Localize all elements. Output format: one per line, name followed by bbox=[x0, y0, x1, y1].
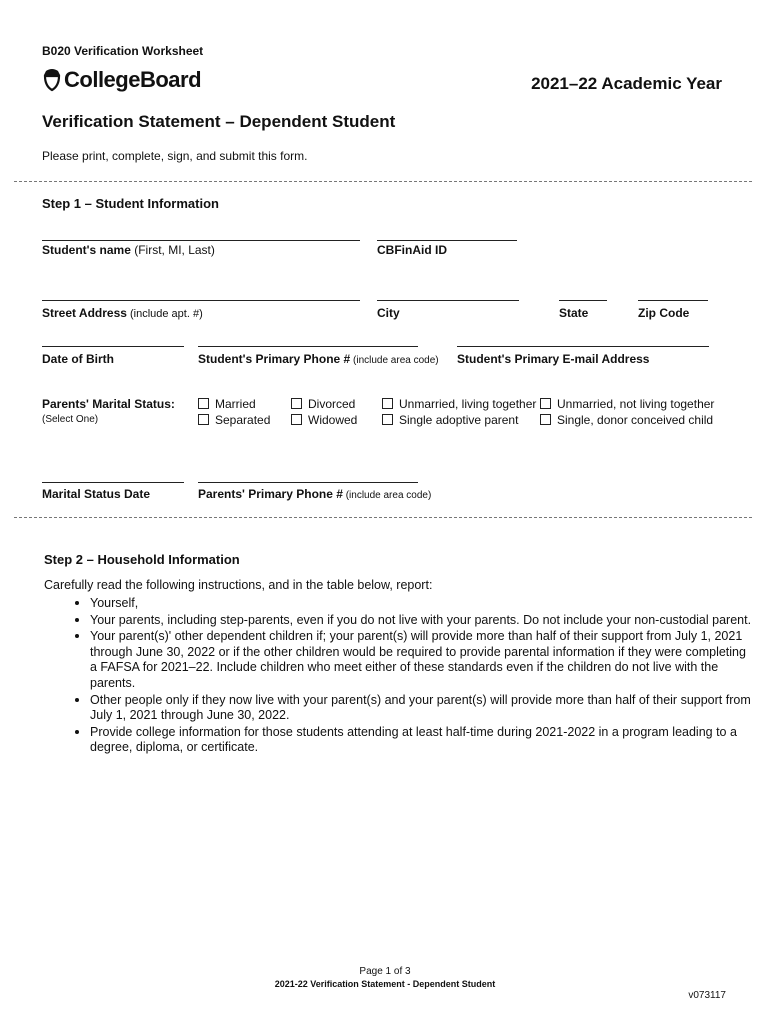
marital-date-label: Marital Status Date bbox=[42, 487, 151, 501]
page-number: Page 1 of 3 bbox=[359, 966, 411, 977]
option-single-adoptive-parent[interactable]: Single adoptive parent bbox=[382, 413, 518, 427]
checkbox-icon[interactable] bbox=[291, 398, 302, 409]
option-unmarried-not-living-together[interactable]: Unmarried, not living together bbox=[540, 397, 714, 411]
city-field[interactable] bbox=[377, 300, 519, 301]
city-label: City bbox=[377, 306, 400, 320]
page-title: Verification Statement – Dependent Student bbox=[42, 112, 396, 131]
marital-status-hint: (Select One) bbox=[42, 414, 99, 425]
list-item: • Provide college information for those students attending at least half-time during 2021-2022 in a program leading to a degree, diploma, or certificate. bbox=[90, 724, 754, 756]
checkbox-icon[interactable] bbox=[540, 398, 551, 409]
zip-field[interactable] bbox=[638, 300, 708, 301]
step2-heading: Step 2 – Household Information bbox=[44, 552, 240, 567]
academic-year: 2021–22 Academic Year bbox=[531, 74, 722, 93]
state-label: State bbox=[559, 306, 589, 320]
logo-text: CollegeBoard bbox=[64, 67, 202, 92]
acorn-icon bbox=[42, 68, 62, 92]
step2-intro: Carefully read the following instructions, and in the table below, report: bbox=[44, 578, 433, 592]
checkbox-icon[interactable] bbox=[382, 414, 393, 425]
checkbox-icon[interactable] bbox=[291, 414, 302, 425]
option-widowed[interactable]: Widowed bbox=[291, 413, 357, 427]
option-married[interactable]: Married bbox=[198, 397, 256, 411]
option-unmarried-living-together[interactable]: Unmarried, living together bbox=[382, 397, 536, 411]
student-name-field[interactable] bbox=[42, 240, 360, 241]
option-separated[interactable]: Separated bbox=[198, 413, 270, 427]
checkbox-icon[interactable] bbox=[540, 414, 551, 425]
cbfinaid-field[interactable] bbox=[377, 240, 517, 241]
student-name-label: Student's name (First, MI, Last) bbox=[42, 243, 215, 257]
student-email-field[interactable] bbox=[457, 346, 709, 347]
checkbox-icon[interactable] bbox=[198, 414, 209, 425]
section-divider bbox=[14, 181, 752, 182]
checkbox-icon[interactable] bbox=[198, 398, 209, 409]
version-code: v073117 bbox=[688, 990, 726, 1001]
dob-label: Date of Birth bbox=[42, 352, 114, 366]
parents-phone-field[interactable] bbox=[198, 482, 418, 483]
step1-heading: Step 1 – Student Information bbox=[42, 196, 219, 211]
option-single-donor-conceived[interactable]: Single, donor conceived child bbox=[540, 413, 713, 427]
list-item: • Yourself, bbox=[90, 595, 754, 612]
list-item: • Your parent(s)' other dependent children if; your parent(s) will provide more than half of their support from July 1, 2021 through June 30, 2022 or if the other children would be required to provide parental information if they were completing a FAFSA for 2021–22. Include children who meet either of these standards even if the children do not live with the parents. bbox=[90, 628, 754, 691]
marital-date-field[interactable] bbox=[42, 482, 184, 483]
street-address-field[interactable] bbox=[42, 300, 360, 301]
cbfinaid-label: CBFinAid ID bbox=[377, 243, 447, 257]
checkbox-icon[interactable] bbox=[382, 398, 393, 409]
list-item: • Other people only if they now live with your parent(s) and your parent(s) will provide more than half of their support from July 1, 2021 through June 30, 2022. bbox=[90, 692, 754, 724]
student-email-label: Student's Primary E-mail Address bbox=[457, 352, 650, 366]
student-phone-label: Student's Primary Phone # (include area code) bbox=[198, 352, 439, 366]
student-phone-field[interactable] bbox=[198, 346, 418, 347]
section-divider bbox=[14, 517, 752, 518]
form-code: B020 Verification Worksheet bbox=[42, 44, 204, 58]
zip-label: Zip Code bbox=[638, 306, 690, 320]
parents-phone-label: Parents' Primary Phone # (include area code) bbox=[198, 487, 432, 501]
street-address-label: Street Address (include apt. #) bbox=[42, 306, 203, 320]
state-field[interactable] bbox=[559, 300, 607, 301]
marital-status-label: Parents' Marital Status: bbox=[42, 397, 175, 411]
option-divorced[interactable]: Divorced bbox=[291, 397, 355, 411]
instructions: Please print, complete, sign, and submit this form. bbox=[42, 149, 308, 163]
dob-field[interactable] bbox=[42, 346, 184, 347]
footer-doc-title: 2021-22 Verification Statement - Dependent Student bbox=[274, 979, 496, 989]
list-item: • Your parents, including step-parents, even if you do not live with your parents. Do not include your non-custodial parent. bbox=[90, 612, 754, 629]
college-board-logo bbox=[42, 67, 201, 93]
household-instructions-list bbox=[60, 595, 754, 756]
